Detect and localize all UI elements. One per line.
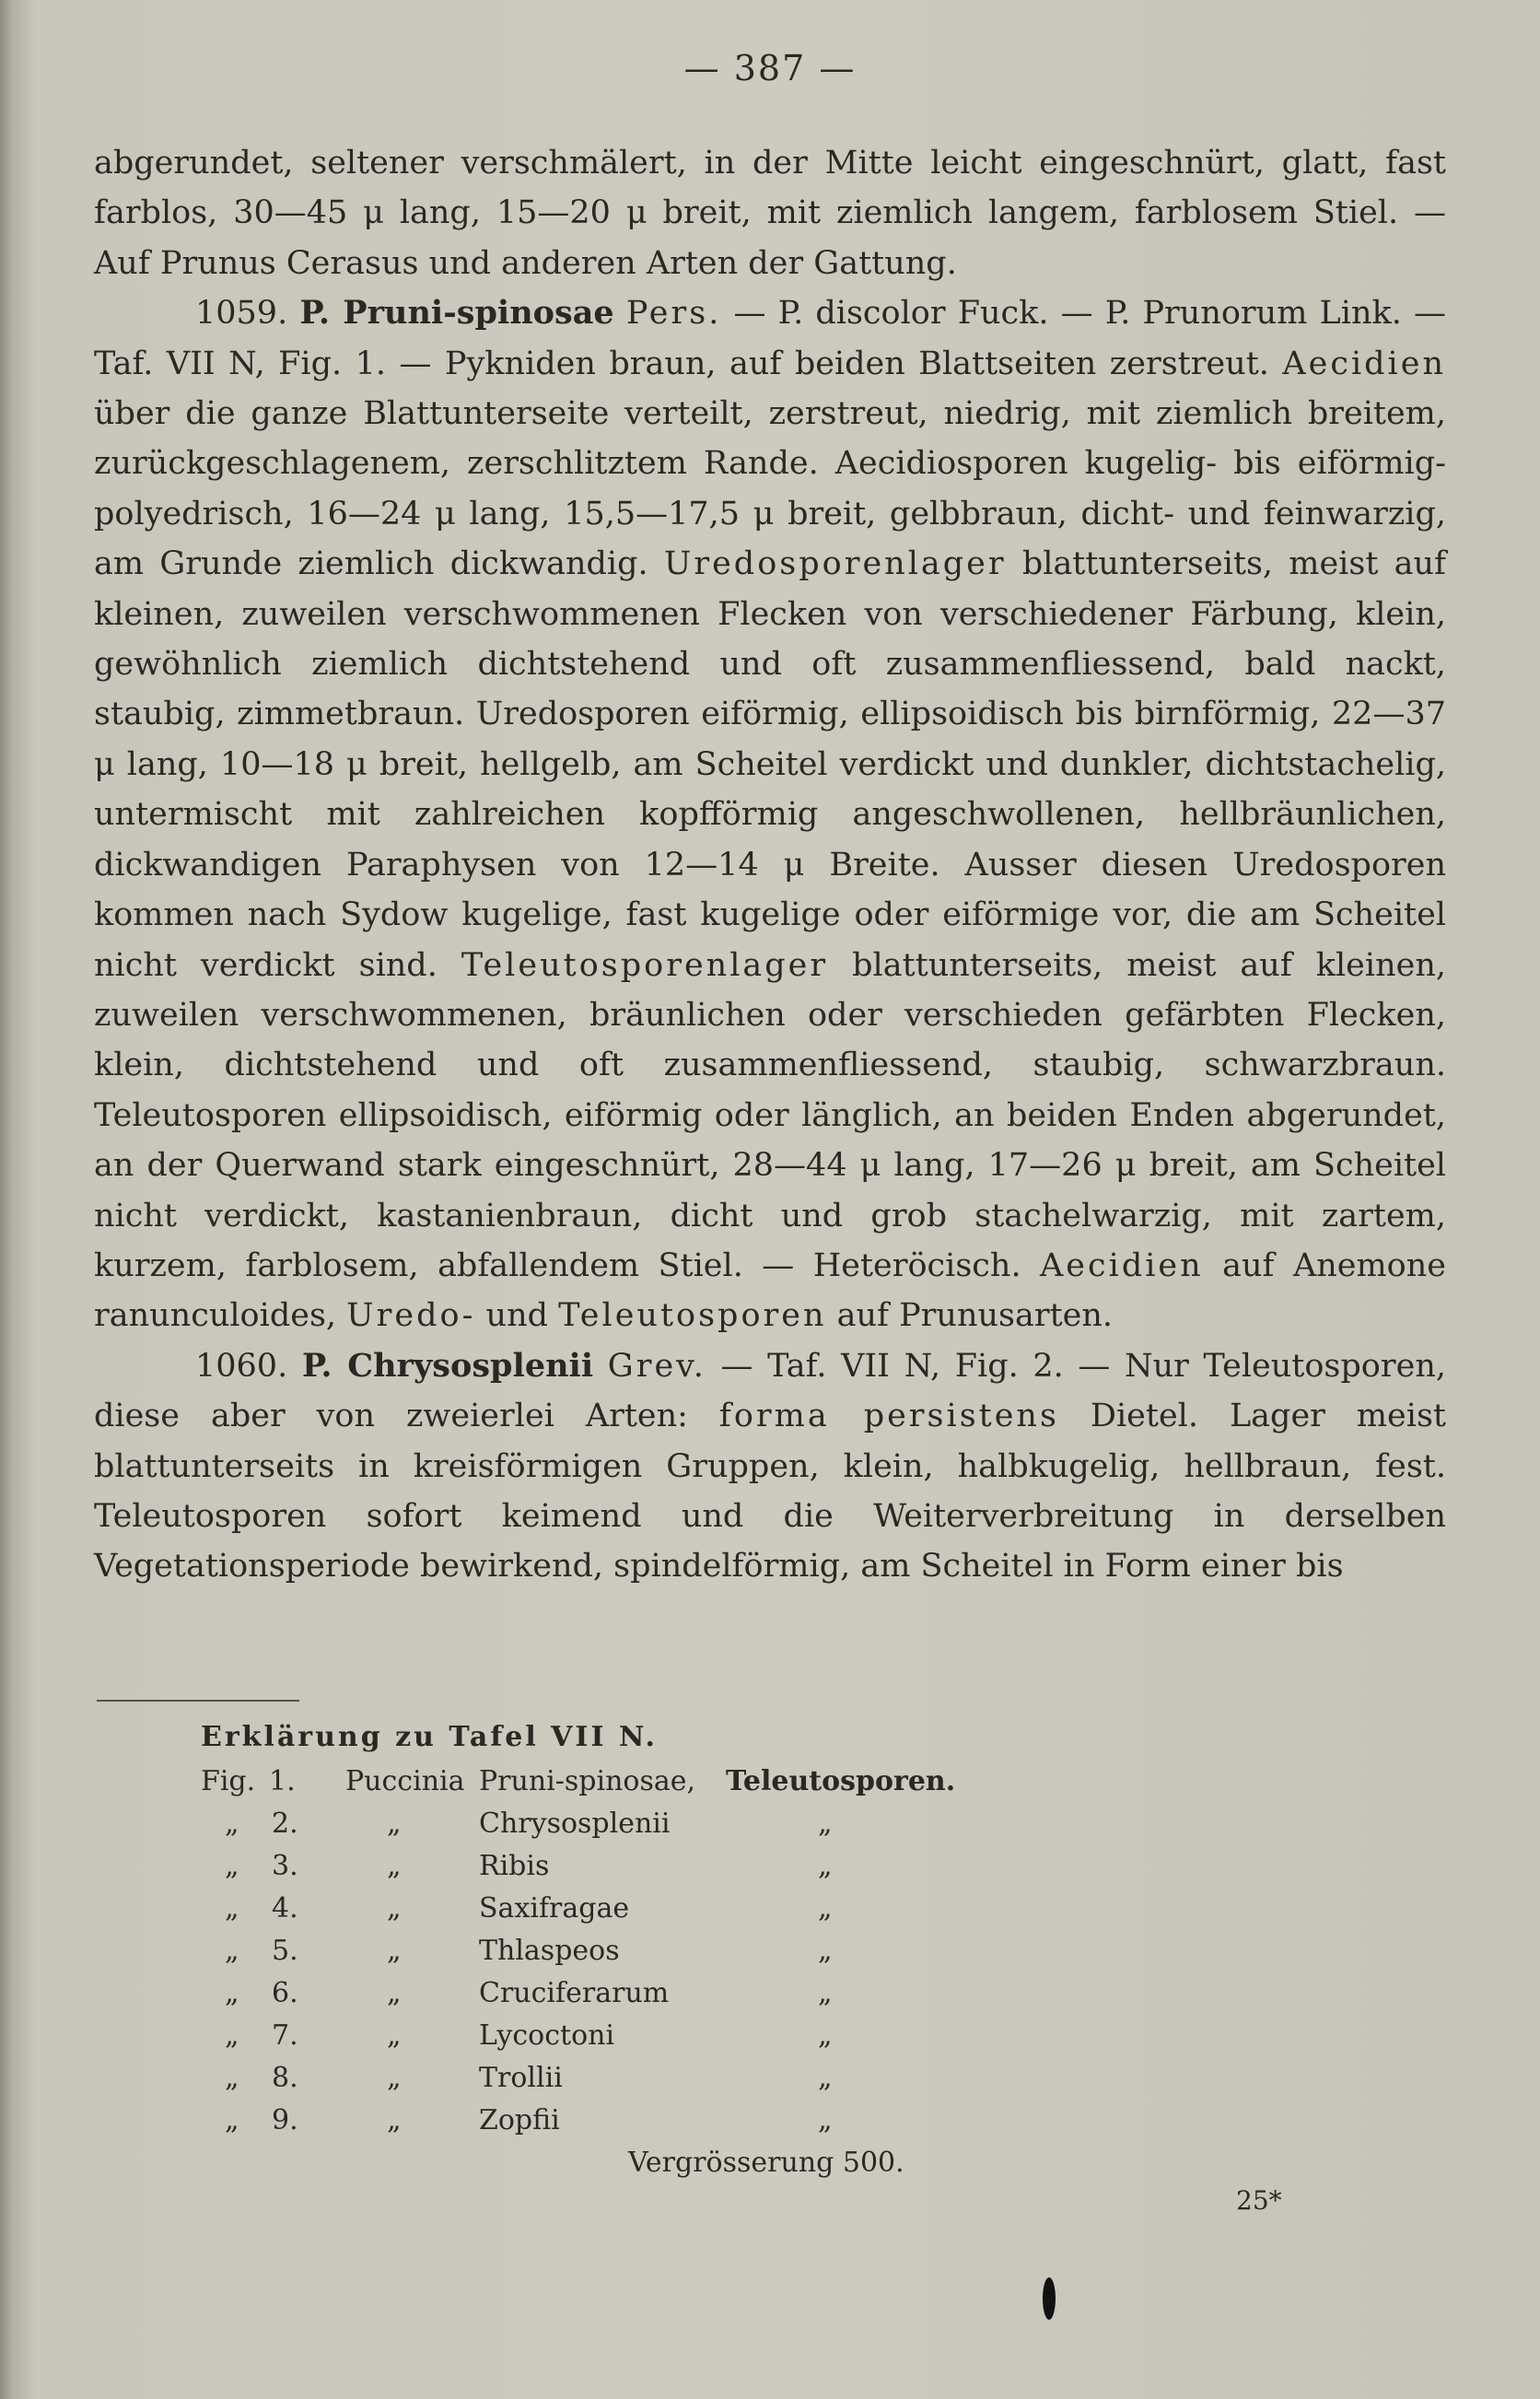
signature-mark: 25* (1236, 2185, 1282, 2216)
legend-genus: „ (387, 2019, 402, 2052)
footnote-rule (97, 1700, 299, 1702)
legend-species: Cruciferarum (479, 1977, 670, 2009)
legend-stage: „ (818, 2019, 833, 2052)
spaced-term: Aecidien (1040, 1246, 1204, 1284)
page-number: — 387 — (683, 48, 857, 88)
legend-fig-label: „ (225, 1850, 239, 1882)
entry-text: blattunterseits, meist auf kleinen, zuweilen verschwommenen Flecken von verschiedener Färbung, klein, gewöhnlich ziemlich dichtstehend und oft zusammenfliessend, bald nackt, staubig, zimmetbraun. Uredosporen eiförmig, ellipsoidisch bis birnförmig, 22—37 μ lang, 10—18 μ breit, hellgelb, am Scheitel verdickt und dunkler, dichtstachelig, untermischt mit zahlreichen kopfförmig angeschwollenen, hellbräunlichen, dickwandigen Paraphysen von 12—14 μ Breite. Ausser diesen Uredosporen kommen nach Sydow kugelige, fast kugelige oder eiförmige vor, die am Scheitel nicht verdickt sind. (94, 545, 1446, 984)
legend-fig-label: „ (225, 1892, 239, 1925)
ink-blot (1043, 2277, 1056, 2320)
legend-fig-number: 8. (272, 2062, 298, 2094)
legend-fig-number: 9. (272, 2104, 298, 2136)
spaced-term: Teleutosporen (558, 1297, 827, 1335)
legend-fig-label: Fig. (201, 1765, 256, 1797)
entry-1059 (94, 288, 1446, 1341)
entry-text: — Taf. VII N, Fig. 2. — Nur Teleutosporen, diese aber von zweierlei Arten: (94, 1347, 1446, 1435)
legend-fig-number: 7. (272, 2019, 298, 2052)
legend-fig-label: „ (225, 2019, 239, 2052)
legend-stage: „ (818, 1892, 833, 1925)
legend-fig-label: „ (225, 1808, 239, 1840)
species-name: P. Chrysosplenii (301, 1346, 594, 1385)
legend-species: Zopfii (479, 2104, 560, 2136)
legend-species: Thlaspeos (479, 1935, 620, 1967)
legend-fig-number: 3. (272, 1850, 298, 1882)
legend-stage: „ (818, 1977, 833, 2009)
entry-text: auf Anemone ranunculoides, (94, 1246, 1446, 1335)
entry-text: und (475, 1297, 559, 1335)
legend-species: Lycoctoni (479, 2019, 615, 2052)
species-name: P. Pruni-spinosae (299, 294, 614, 333)
legend-magnification: Vergrösserung 500. (628, 2147, 904, 2179)
entry-text: — P. discolor Fuck. — P. Prunorum Link. — Taf. VII N, Fig. 1. — Pykniden braun, auf beiden Blattseiten zerstreut. (94, 295, 1446, 382)
legend-species: Chrysosplenii (479, 1808, 671, 1840)
entry-text: auf Prunusarten. (826, 1297, 1114, 1335)
species-author: Pers. (625, 295, 722, 333)
entry-1060 (94, 1341, 1446, 1592)
legend-stage: „ (818, 2062, 833, 2094)
legend-stage: „ (818, 2104, 833, 2136)
species-author: Grev. (607, 1347, 706, 1385)
entry-text: Dietel. Lager meist blattunterseits in kreisförmigen Gruppen, klein, halbkugelig, hellbraun, fest. Teleutosporen sofort keimend und die Weiterverbreitung in derselben Vegetationsperiode bewirkend, spindelförmig, am Scheitel in Form einer bis (94, 1398, 1446, 1586)
legend-species: Saxifragae (479, 1892, 630, 1925)
legend-genus: „ (387, 1850, 402, 1882)
legend-stage: „ (818, 1935, 833, 1967)
legend-fig-number: 2. (272, 1808, 298, 1840)
legend-genus: „ (387, 1977, 402, 2009)
legend-fig-number: 4. (272, 1892, 298, 1925)
legend-genus: Puccinia (345, 1765, 465, 1797)
legend-fig-label: „ (225, 2062, 239, 2094)
legend-title: Erklärung zu Tafel VII N. (201, 1721, 658, 1753)
legend-stage: „ (818, 1850, 833, 1882)
legend-stage: Teleutosporen. (726, 1765, 956, 1797)
spaced-term: Uredosporenlager (663, 545, 1007, 583)
spaced-term: Teleutosporenlager (461, 946, 829, 984)
entry-number: 1059. (195, 295, 288, 333)
entry-number: 1060. (195, 1347, 288, 1385)
legend-fig-label: „ (225, 2104, 239, 2136)
legend-genus: „ (387, 2062, 402, 2094)
spaced-term: forma persistens (718, 1398, 1059, 1435)
legend-fig-number: 1. (269, 1765, 296, 1797)
legend-fig-number: 5. (272, 1935, 298, 1967)
main-text (94, 138, 1446, 1592)
spaced-term: Aecidien (1282, 345, 1446, 382)
paragraph-continuation: abgerundet, seltener verschmälert, in der Mitte leicht eingeschnürt, glatt, fast farblos, 30—45 μ lang, 15—20 μ breit, mit ziemlich langem, farblosem Stiel. — Auf Prunus Cerasus und anderen Arten der Gattung. (94, 145, 1446, 282)
legend-fig-label: „ (225, 1935, 239, 1967)
legend-species: Ribis (479, 1850, 550, 1882)
legend-genus: „ (387, 1808, 402, 1840)
legend-species: Pruni-spinosae, (479, 1765, 696, 1797)
legend-fig-label: „ (225, 1977, 239, 2009)
legend-genus: „ (387, 1892, 402, 1925)
legend-species: Trollii (479, 2062, 563, 2094)
legend-genus: „ (387, 1935, 402, 1967)
legend-stage: „ (818, 1808, 833, 1840)
legend-genus: „ (387, 2104, 402, 2136)
entry-text: über die ganze Blattunterseite verteilt, zerstreut, niedrig, mit ziemlich breitem, zurückgeschlagenem, zerschlitztem Rande. Aecidiosporen kugelig- bis eiförmig-polyedrisch, 16—24 μ lang, 15,5—17,5 μ breit, gelbbraun, dicht- und feinwarzig, am Grunde ziemlich dickwandig. (94, 395, 1446, 583)
spaced-term: Uredo- (346, 1297, 476, 1335)
legend-fig-number: 6. (272, 1977, 298, 2009)
entry-text: blattunterseits, meist auf kleinen, zuweilen verschwommenen, bräunlichen oder verschieden gefärbten Flecken, klein, dichtstehend und oft zusammenfliessend, staubig, schwarzbraun. Teleutosporen ellipsoidisch, eiförmig oder länglich, an beiden Enden abgerundet, an der Querwand stark eingeschnürt, 28—44 μ lang, 17—26 μ breit, am Scheitel nicht verdickt, kastanienbraun, dicht und grob stachelwarzig, mit zartem, kurzem, farblosem, abfallendem Stiel. — Heteröcisch. (94, 946, 1446, 1284)
